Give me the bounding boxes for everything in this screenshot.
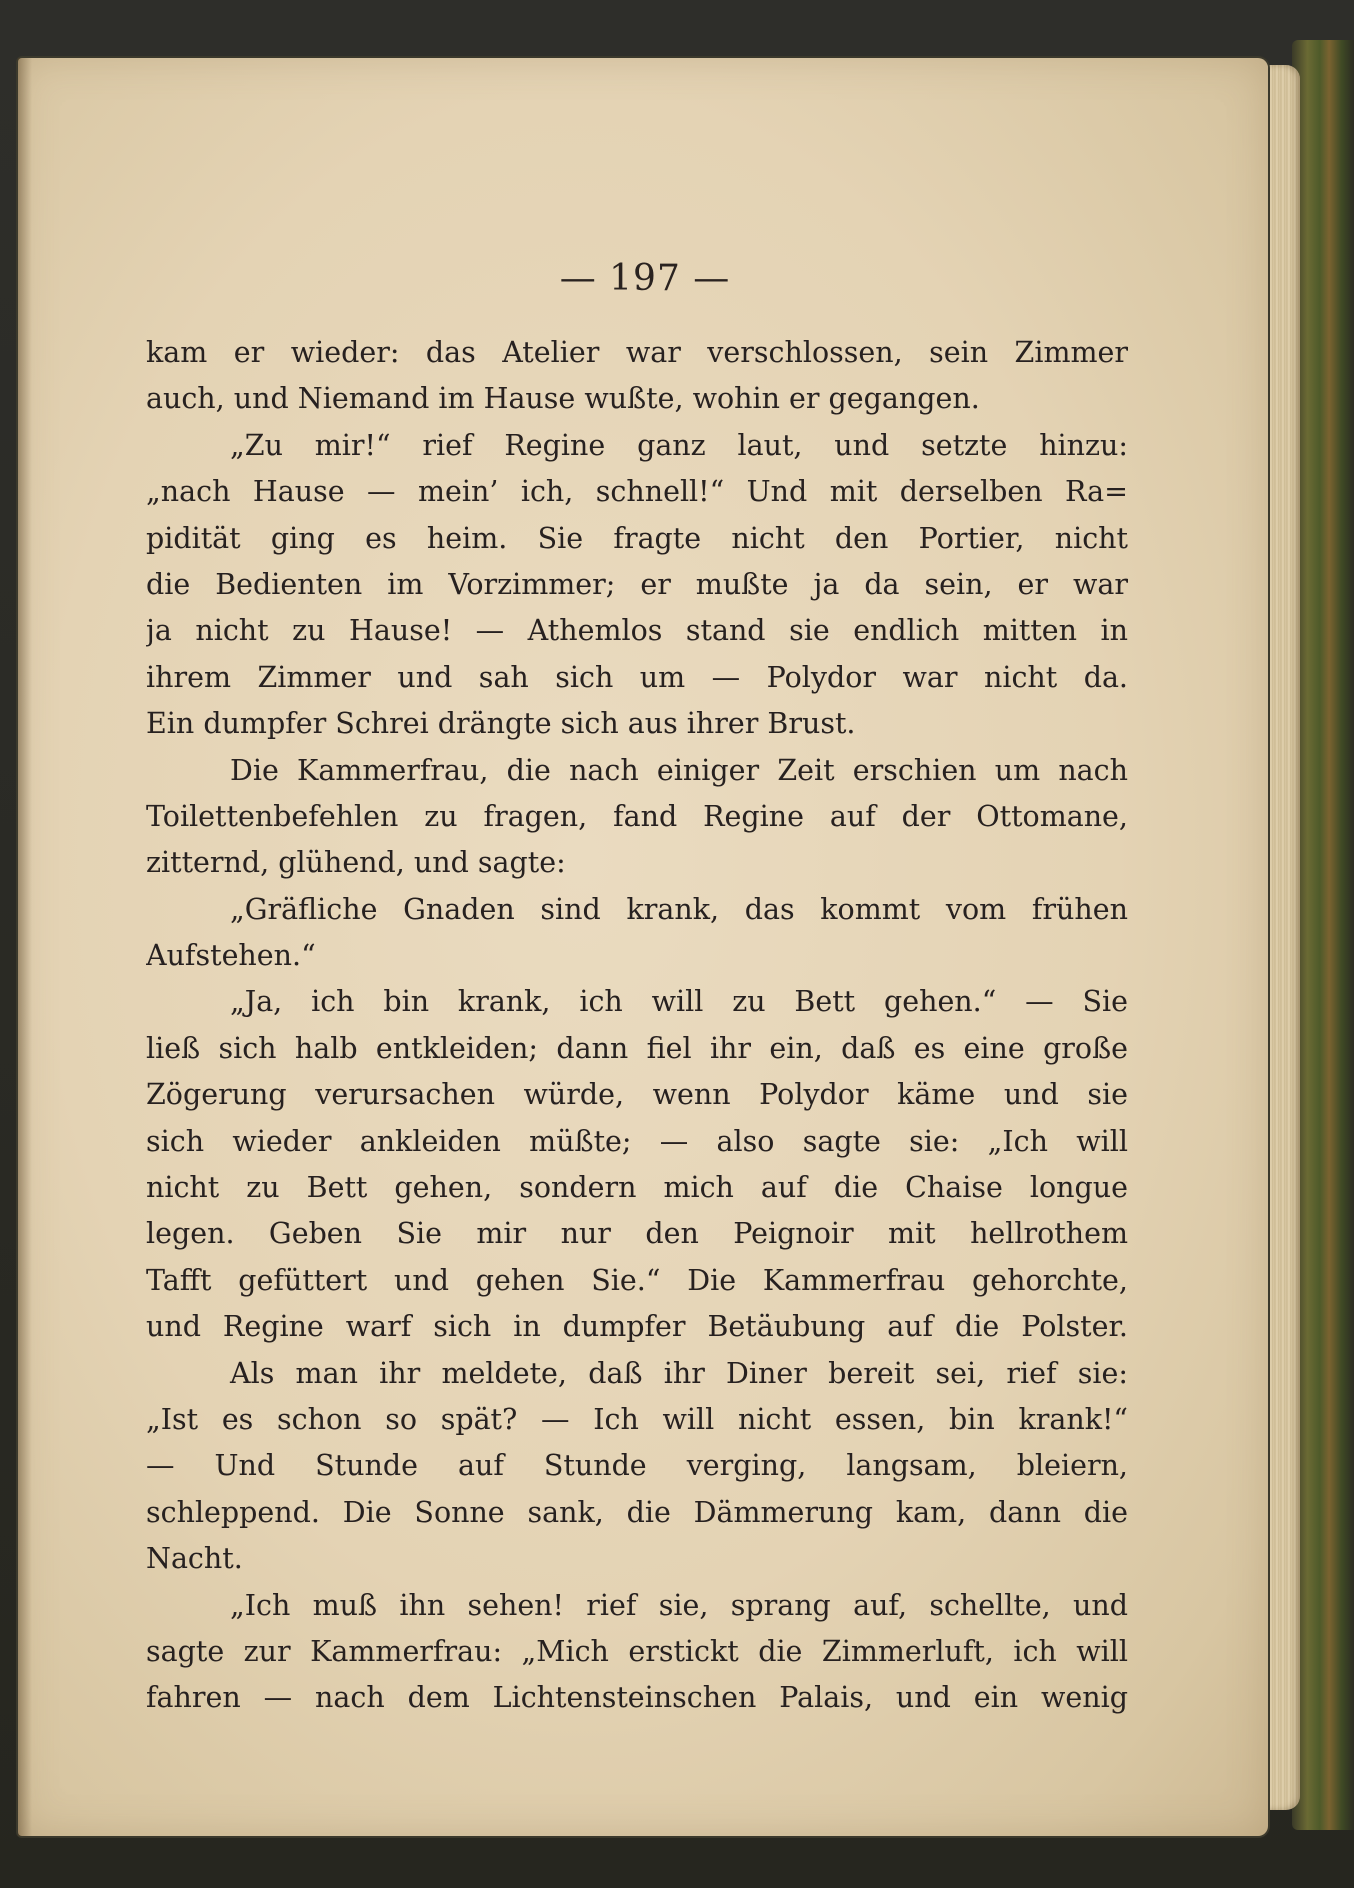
text-line: schleppend. Die Sonne sank, die Dämmerung kam, dann die	[146, 1495, 1128, 1529]
text-line: nicht zu Bett gehen, sondern mich auf die Chaise longue	[146, 1171, 1128, 1205]
text-line: „Zu mir!“ rief Regine ganz laut, und setzte hinzu:	[230, 428, 1128, 462]
text-line: „Ich muß ihn sehen! rief sie, sprang auf, schellte, und	[230, 1588, 1128, 1622]
text-line: ja nicht zu Hause! — Athemlos stand sie endlich mitten in	[146, 614, 1128, 648]
page-number: — 197 —	[559, 258, 731, 299]
cover-marbled-edge	[1292, 40, 1354, 1830]
page-gutter-shadow	[18, 58, 32, 1836]
text-line: Die Kammerfrau, die nach einiger Zeit erschien um nach	[230, 753, 1128, 787]
text-line: Als man ihr meldete, daß ihr Diner bereit sei, rief sie:	[230, 1356, 1128, 1390]
book-page	[18, 58, 1268, 1836]
text-line: — Und Stunde auf Stunde verging, langsam, bleiern,	[146, 1449, 1128, 1483]
text-line: Nacht.	[146, 1542, 243, 1576]
text-line: Toilettenbefehlen zu fragen, fand Regine auf der Ottomane,	[146, 799, 1128, 833]
text-line: „Ist es schon so spät? — Ich will nicht essen, bin krank!“	[146, 1402, 1128, 1436]
text-line: ließ sich halb entkleiden; dann fiel ihr ein, daß es eine große	[146, 1031, 1128, 1065]
text-line: Ein dumpfer Schrei drängte sich aus ihrer Brust.	[146, 707, 856, 741]
text-line: kam er wieder: das Atelier war verschlossen, sein Zimmer	[146, 336, 1128, 369]
text-line: „Gräfliche Gnaden sind krank, das kommt vom frühen	[230, 892, 1128, 926]
text-line: Tafft gefüttert und gehen Sie.“ Die Kammerfrau gehorchte,	[146, 1263, 1128, 1297]
page-text-block	[146, 330, 1128, 1722]
text-line: „nach Hause — mein’ ich, schnell!“ Und mit derselben Ra=	[146, 475, 1128, 509]
text-line: Zögerung verursachen würde, wenn Polydor käme und sie	[146, 1078, 1128, 1112]
text-line: ihrem Zimmer und sah sich um — Polydor war nicht da.	[146, 660, 1128, 694]
text-line: sagte zur Kammerfrau: „Mich erstickt die Zimmerluft, ich will	[146, 1634, 1128, 1668]
text-line: auch, und Niemand im Hause wußte, wohin er gegangen.	[146, 382, 980, 416]
text-line: und Regine warf sich in dumpfer Betäubung auf die Polster.	[146, 1310, 1128, 1344]
text-line: sich wieder ankleiden müßte; — also sagte sie: „Ich will	[146, 1124, 1128, 1158]
text-line: fahren — nach dem Lichtensteinschen Palais, und ein wenig	[146, 1681, 1128, 1715]
text-line: die Bedienten im Vorzimmer; er mußte ja da sein, er war	[146, 567, 1128, 601]
text-line: „Ja, ich bin krank, ich will zu Bett gehen.“ — Sie	[230, 985, 1128, 1019]
text-line: zitternd, glühend, und sagte:	[146, 846, 566, 880]
text-line: Aufstehen.“	[146, 939, 316, 973]
text-line: legen. Geben Sie mir nur den Peignoir mit hellrothem	[146, 1217, 1128, 1251]
text-line: pidität ging es heim. Sie fragte nicht den Portier, nicht	[146, 521, 1128, 555]
